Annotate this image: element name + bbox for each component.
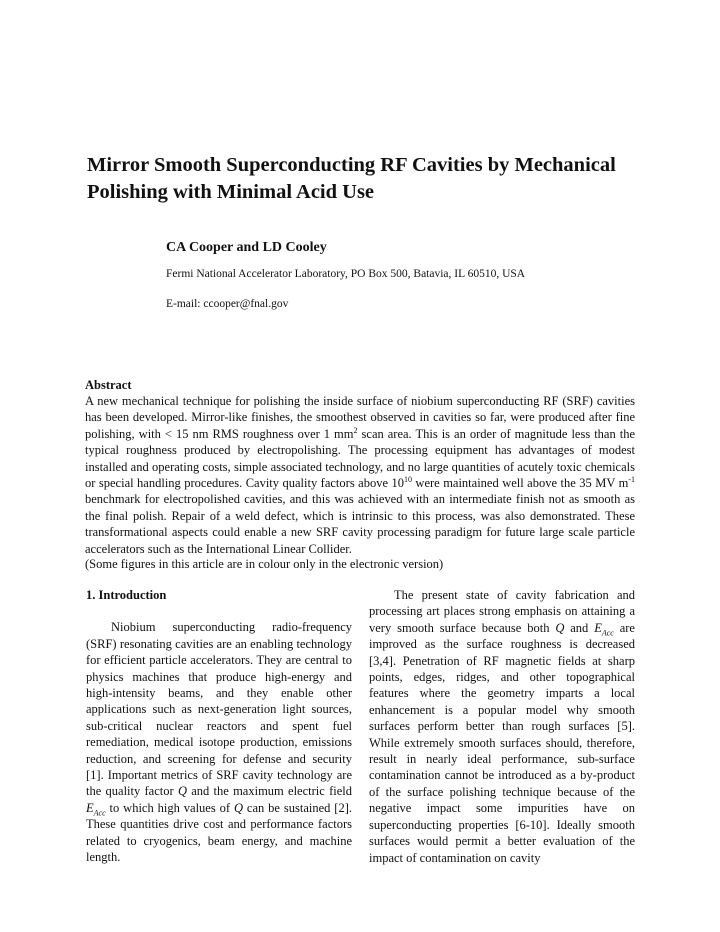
intro-paragraph-1: Niobium superconducting radio-frequency (SRF) resonating cavities are an enabling technology for efficient particle accelerators. They are central to physics machines that produce high-energy and high-intensity beams, and they enable other applications such as next-generation light sources, sub-critical nuclear reactors and spent fuel remediation, medical isotope production, emissions reduction, and screening for defense and security [1]. Important metrics of SRF cavity technology are the quality factor Q and the maximum electric field $E_{Acc}$ to which high values of Q can be sustained [2]. These quantities drive cost and performance factors related to cryogenics, beam energy, and machine length. <box>86 620 352 865</box>
right-column <box>369 587 635 866</box>
paper-title: Mirror Smooth Superconducting RF Cavities by Mechanical Polishing with Minimal Acid Use <box>87 154 616 203</box>
authors: CA Cooper and LD Cooley <box>166 240 327 255</box>
left-column <box>86 587 352 866</box>
colour-note: (Some figures in this article are in colour only in the electronic version) <box>85 557 444 571</box>
abstract-heading: Abstract <box>85 378 132 392</box>
intro-paragraph-2: The present state of cavity fabrication and processing art places strong emphasis on attaining a very smooth surface because both Q and $E_{Acc}$ are improved as the surface roughness is decreased [3,4]. Penetration of RF magnetic fields at sharp points, edges, ridges, and other topographical features where the geometry imparts a local enhancement is a popular model why smooth surfaces perform better than rough surfaces [5]. While extremely smooth surfaces should, therefore, result in nearly ideal performance, sub-surface contamination cannot be introduced as a by-product of the surface polishing technique because of the negative impact some impurities have on superconducting properties [6-10]. Ideally smooth surfaces would permit a better evaluation of the impact of contamination on cavity <box>369 588 635 865</box>
section-heading: 1. Introduction <box>86 588 167 602</box>
abstract-text: A new mechanical technique for polishing the inside surface of niobium superconducting RF (SRF) cavities has been developed. Mirror-like finishes, the smoothest observed in cavities so far, were produced after fine polishing, with < 15 nm RMS roughness over 1 $mm^2$ scan area. This is an order of magnitude less than the typical roughness produced by electropolishing. The processing equipment has advantages of modest installed and operating costs, simple associated technology, and no large quantities of acutely toxic chemicals or special handling procedures. Cavity quality factors above $10^{10}$ were maintained well above the 35 MV $m^{-1}$ benchmark for electropolished cavities, and this was achieved with an intermediate finish not as smooth as the final polish. Repair of a weld defect, which is intrinsic to this process, was also demonstrated. These transformational aspects could enable a new SRF cavity processing paradigm for future large scale particle accelerators such as the International Linear Collider. <box>85 394 636 556</box>
email: E-mail: ccooper@fnal.gov <box>166 298 289 310</box>
affiliation: Fermi National Accelerator Laboratory, PO Box 500, Batavia, IL 60510, USA <box>166 268 526 280</box>
